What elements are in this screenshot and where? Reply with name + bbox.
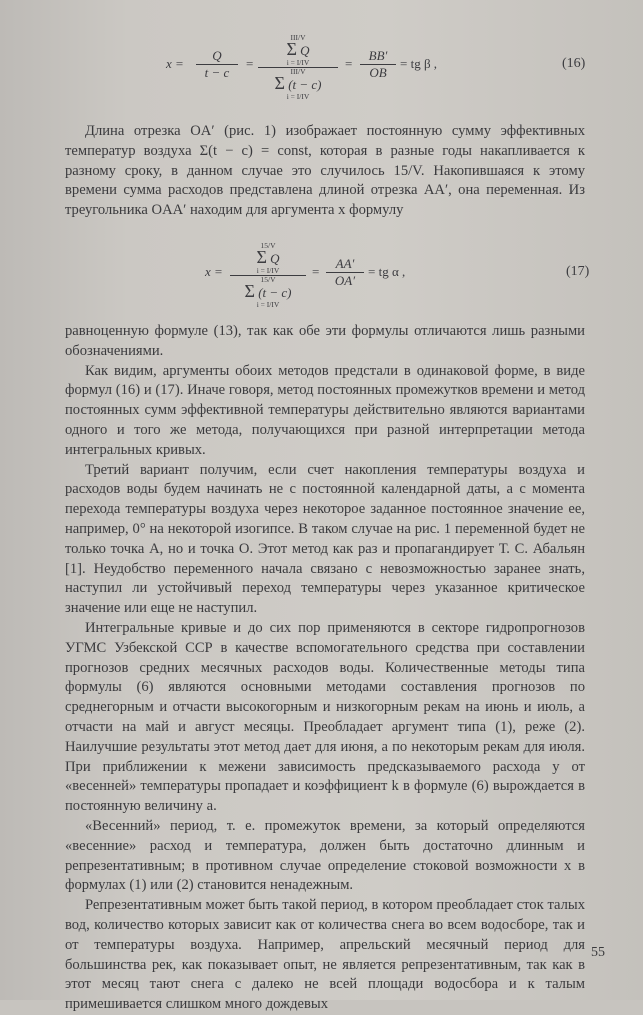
equals-sign: = — [345, 56, 353, 71]
paragraph: Длина отрезка OA′ (рис. 1) изображает постоянную сумму эффективных температур воздуха Σ(t − c) = const, которая в разные годы накапливается к разному сроку, в данном случае это случилось 15/V. Накопившаяся к этому времени сумма расходов представлена длиной отрезка AA′, она переменная. Из треугольника OAA′ находим для аргумента x формулу — [65, 123, 585, 219]
fraction-sum-q-over-sum: 15/V Σ Q i = I/IV 15/V Σ (t − c) i = I/IV — [230, 242, 306, 309]
formula-lhs: x = — [166, 56, 184, 71]
equals-sign: = — [312, 264, 320, 279]
formula-lhs: x = — [205, 264, 223, 279]
fraction-q-over-t-c: $\frac{Q}{t - c}$ — [196, 48, 238, 81]
page-number: 55 — [591, 945, 605, 960]
text-block-main — [65, 322, 585, 1015]
sigma-symbol: Σ — [256, 247, 267, 267]
equals-sign: = — [246, 56, 254, 71]
text-block-upper — [65, 122, 585, 221]
sum-upper-limit: 15/V — [260, 241, 276, 250]
paragraph: Интегральные кривые и до сих пор применяются в секторе гидропрогнозов УГМС Узбекской ССР в качестве вспомогательного средства при составлении прогнозов средних месячных расходов воды. Количественные методы типа формулы (6) являются основными методами составления прогнозов по среднегорным и отчасти высокогорным и низкогорным рекам на июнь и июль, а отчасти на май и август месяцы. Преобладает аргумент типа (1), реже (2). Наилучшие результаты этот метод дает для июня, а по некоторым рекам для июля. При приближении к межени зависимость предсказываемого расхода y от «весенней» температуры пропадает и коэффициент k в формуле (6) вырождается в постоянную величину a. — [65, 619, 585, 815]
paragraph: равноценную формуле (13), так как обе эти формулы отличаются лишь разными обозначениями. — [65, 323, 585, 359]
equation-number-16: (16) — [562, 56, 586, 71]
paragraph: Третий вариант получим, если счет накопления температуры воздуха и расходов воды будем начинать не с постоянной календарной даты, а с момента перехода температуры воздуха через некоторое заданное постоянное значение ее, например, 0° на некоторой изогипсе. В таком случае на рис. 1 переменной будет не только точка A, но и точка O. Этот метод как раз и пропагандирует Т. С. Абальян [1]. Неудобство переменного начала связано с невозможностью заранее знать, наступил ли устойчивый переход температуры через указанное критическое значение или еще не наступил. — [65, 461, 585, 617]
formula-rhs: = tg α , — [368, 264, 406, 279]
formula-rhs: = tg β , — [400, 56, 438, 71]
paragraph: «Весенний» период, т. е. промежуток времени, за который определяются «весенние» расход и температура, должен быть достаточно длинным и репрезентативным; в противном случае определение стоковой возможности x в формулах (1) или (2) становится ненадежным. — [65, 817, 585, 894]
sum-lower-limit: i = I/IV — [256, 266, 280, 275]
sum-upper-limit: III/V — [290, 33, 306, 42]
fraction-bb-over-ob: $\frac{BB'}{OB}$ — [360, 48, 396, 81]
fraction-sum-q-over-sum: III/V Σ Q i = I/IV III/V Σ (t − c) i = I/IV — [258, 34, 338, 101]
sigma-symbol: Σ — [286, 39, 297, 59]
fraction-aa-over-oa: $\frac{AA'}{OA'}$ — [326, 256, 364, 289]
equation-number-17: (17) — [566, 264, 590, 279]
sum-lower-limit: i = I/IV — [286, 58, 310, 67]
paragraph: Репрезентативным может быть такой период, в котором преобладает сток талых вод, количество которых зависит как от количества снега во всем водосборе, так и от температуры воздуха. Например, апрельский месячный период для большинства рек, как показывает опыт, не является репрезентативным, так как в этот месяц тают снега с далеко не всей площади водосбора и к талым примешивается слишком много дождевых — [65, 897, 585, 1013]
paragraph: Как видим, аргументы обоих методов предстали в одинаковой форме, в виде формул (16) и (17). Иначе говоря, метод постоянных промежутков времени и метод постоянных сумм эффективной температуры действительно являются вариантами одного и того же метода, получающихся при разной интерпретации метода интегральных кривых. — [65, 362, 585, 458]
